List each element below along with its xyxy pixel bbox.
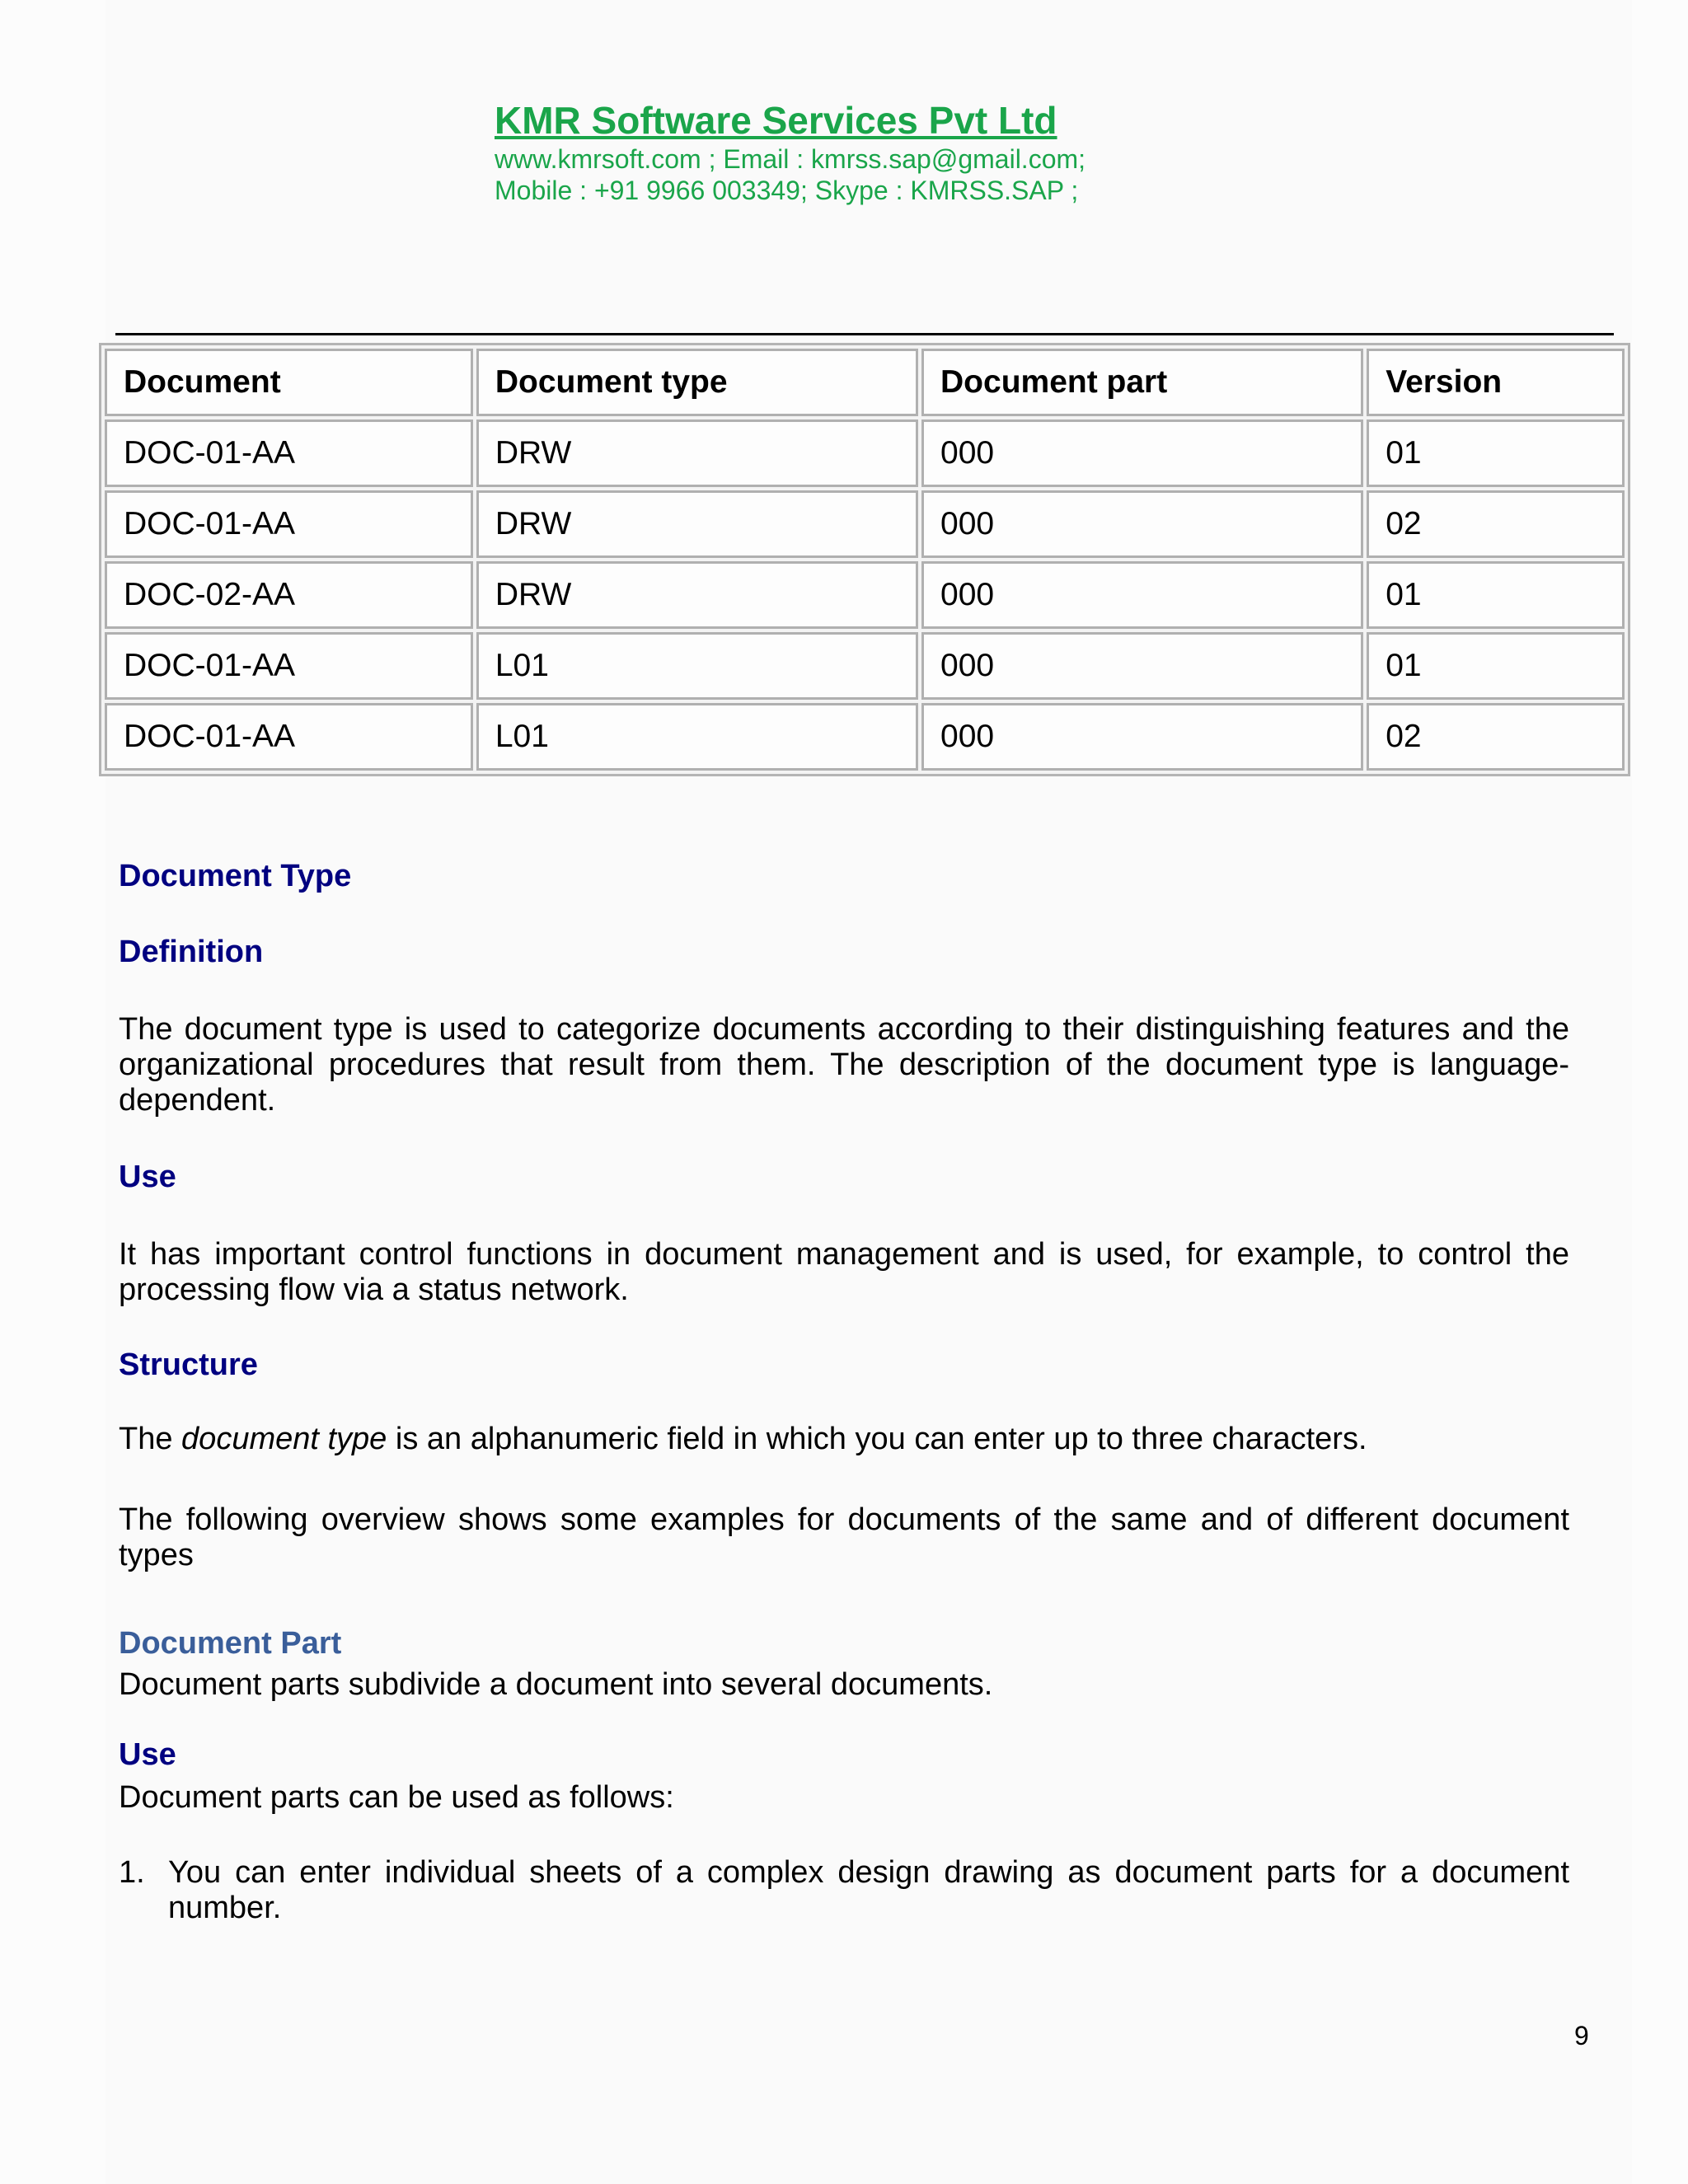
structure-paragraph — [119, 1422, 1569, 1457]
horizontal-rule — [115, 333, 1614, 335]
table-cell: 01 — [1367, 419, 1625, 487]
overview-paragraph: The following overview shows some examples for documents of the same and of different document types — [119, 1502, 1569, 1572]
contact-line-2: Mobile : +91 9966 003349; Skype : KMRSS.SAP ; — [495, 176, 1079, 205]
table-cell: 01 — [1367, 632, 1625, 700]
use-paragraph: It has important control functions in document management and is used, for example, to control the processing flow via a status network. — [119, 1237, 1569, 1307]
table-cell: 01 — [1367, 561, 1625, 629]
table-cell: DOC-01-AA — [105, 419, 473, 487]
header-cell-document-type: Document type — [476, 349, 918, 416]
table-cell: 000 — [921, 561, 1363, 629]
table-row — [105, 632, 1625, 700]
heading-definition: Definition — [119, 935, 264, 969]
table-row — [105, 490, 1625, 558]
header-cell-version: Version — [1367, 349, 1625, 416]
company-name: KMR Software Services Pvt Ltd — [495, 99, 1057, 142]
table-cell: DRW — [476, 419, 918, 487]
heading-document-part: Document Part — [119, 1626, 342, 1661]
table-cell: 000 — [921, 419, 1363, 487]
table-row — [105, 561, 1625, 629]
table-cell: 02 — [1367, 490, 1625, 558]
definition-paragraph: The document type is used to categorize documents according to their distinguishing features and the organizational procedures that result from them. The description of the document type is language-dependent. — [119, 1012, 1569, 1118]
document-examples-table — [99, 343, 1630, 776]
table-cell: 000 — [921, 632, 1363, 700]
table-cell: DOC-01-AA — [105, 703, 473, 771]
table-row — [105, 419, 1625, 487]
table-cell: 000 — [921, 490, 1363, 558]
list-item — [119, 1855, 1569, 1926]
structure-text-em: document type — [181, 1422, 387, 1456]
company-header — [495, 97, 1236, 206]
table-cell: DRW — [476, 490, 918, 558]
document-part-paragraph: Document parts subdivide a document into several documents. — [119, 1667, 993, 1702]
table-row — [105, 703, 1625, 771]
table-cell: 02 — [1367, 703, 1625, 771]
page-number: 9 — [1574, 2021, 1589, 2050]
table-cell: DRW — [476, 561, 918, 629]
heading-use: Use — [119, 1160, 176, 1194]
structure-text-pre: The — [119, 1422, 182, 1456]
heading-document-type: Document Type — [119, 859, 352, 893]
list-text: You can enter individual sheets of a complex design drawing as document parts for a document number. — [168, 1855, 1569, 1925]
table-cell: 000 — [921, 703, 1363, 771]
header-cell-document: Document — [105, 349, 473, 416]
heading-use-2: Use — [119, 1737, 176, 1772]
document-body — [119, 857, 1569, 1926]
table-cell: L01 — [476, 703, 918, 771]
table-cell: DOC-01-AA — [105, 632, 473, 700]
table-cell: DOC-01-AA — [105, 490, 473, 558]
header-cell-document-part: Document part — [921, 349, 1363, 416]
table-header-row — [105, 349, 1625, 416]
heading-structure: Structure — [119, 1347, 258, 1382]
list-number: 1. — [119, 1855, 145, 1890]
structure-text-post: is an alphanumeric field in which you can enter up to three characters. — [387, 1422, 1367, 1456]
table-cell: DOC-02-AA — [105, 561, 473, 629]
table-cell: L01 — [476, 632, 918, 700]
use-2-paragraph: Document parts can be used as follows: — [119, 1780, 674, 1815]
contact-line-1: www.kmrsoft.com ; Email : kmrss.sap@gmail.com; — [495, 144, 1086, 174]
